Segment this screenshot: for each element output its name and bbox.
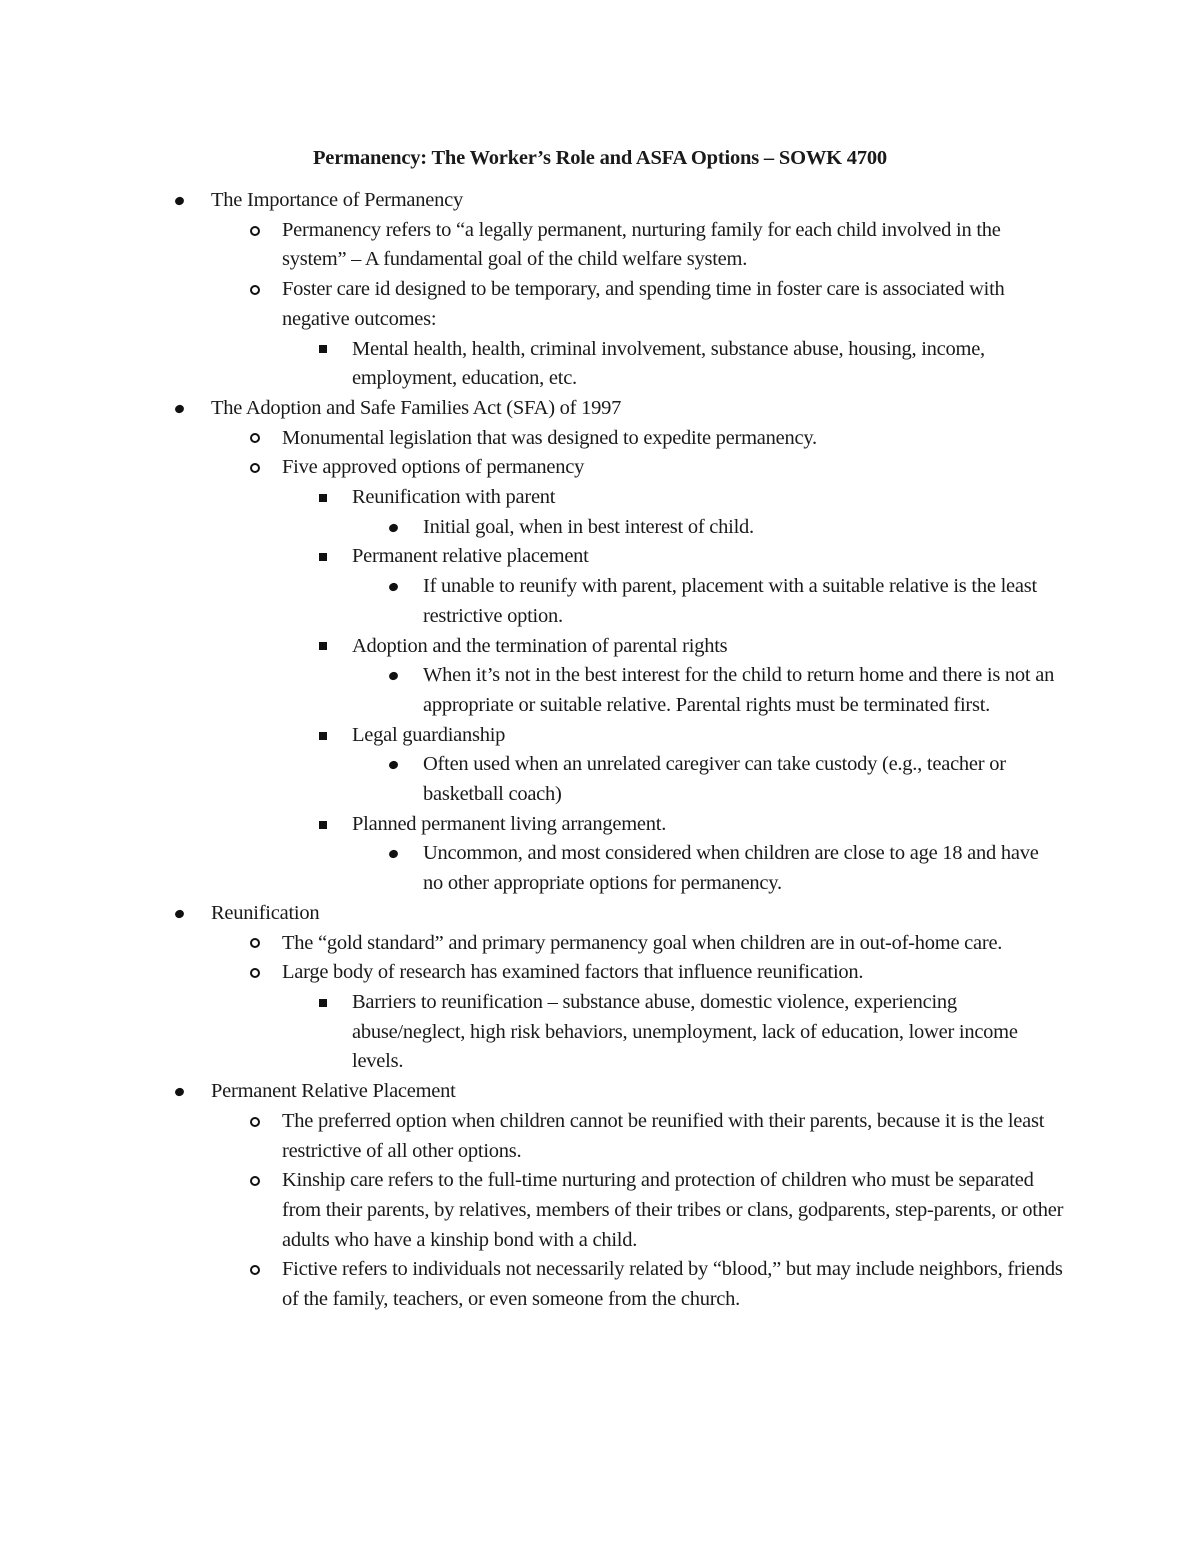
list-item xyxy=(0,572,1063,631)
list-item-text: Permanent Relative Placement xyxy=(211,1080,456,1103)
list-item-text: Mental health, health, criminal involvement, substance abuse, housing, income, employment, education, etc. xyxy=(352,337,985,390)
filled-circle-bullet-icon xyxy=(389,572,398,602)
list-item-text: The “gold standard” and primary permanency goal when children are in out-of-home care. xyxy=(282,931,1003,954)
list-item xyxy=(0,1107,1067,1166)
list-item-text: Large body of research has examined factors that influence reunification. xyxy=(282,961,864,984)
list-item xyxy=(0,542,1062,572)
filled-circle-bullet-icon xyxy=(175,899,184,929)
square-bullet-icon xyxy=(319,988,327,1018)
list-item xyxy=(0,453,1067,483)
list-item xyxy=(0,929,1067,959)
list-item xyxy=(0,1255,1067,1314)
list-item-text: Five approved options of permanency xyxy=(282,456,585,479)
list-item xyxy=(0,483,1062,513)
square-bullet-icon xyxy=(319,483,327,513)
list-item-text: Adoption and the termination of parental rights xyxy=(352,634,728,657)
list-item xyxy=(0,721,1062,751)
list-item xyxy=(0,513,1063,543)
square-bullet-icon xyxy=(319,721,327,751)
hollow-circle-bullet-icon xyxy=(250,1107,260,1137)
list-item xyxy=(0,899,1061,929)
list-item-text: The Adoption and Safe Families Act (SFA) of 1997 xyxy=(211,396,622,419)
filled-circle-bullet-icon xyxy=(389,661,398,691)
hollow-circle-bullet-icon xyxy=(250,275,260,305)
page-title: Permanency: The Worker’s Role and ASFA Options – SOWK 4700 xyxy=(312,147,887,169)
filled-circle-bullet-icon xyxy=(175,1077,184,1107)
list-item xyxy=(0,424,1067,454)
list-item-text: Legal guardianship xyxy=(352,723,506,746)
list-item-text: Foster care id designed to be temporary, and spending time in foster care is associated with negative outcomes: xyxy=(282,278,1005,330)
list-item xyxy=(0,661,1063,720)
list-item-text: If unable to reunify with parent, placement with a suitable relative is the least restrictive option. xyxy=(423,575,1037,627)
square-bullet-icon xyxy=(319,810,327,840)
filled-circle-bullet-icon xyxy=(175,186,184,216)
list-item-text: Kinship care refers to the full-time nurturing and protection of children who must be separated from their parents, by relatives, members of their tribes or clans, godparents, step-parents, or other adults who have a kinship bond with a child. xyxy=(282,1169,1064,1251)
square-bullet-icon xyxy=(319,335,327,365)
list-item-text: Initial goal, when in best interest of child. xyxy=(423,515,754,538)
hollow-circle-bullet-icon xyxy=(250,958,260,988)
square-bullet-icon xyxy=(319,632,327,662)
hollow-circle-bullet-icon xyxy=(250,929,260,959)
list-item xyxy=(0,988,1062,1077)
filled-circle-bullet-icon xyxy=(389,513,398,543)
filled-circle-bullet-icon xyxy=(175,394,184,424)
list-item-text: The Importance of Permanency xyxy=(211,189,463,211)
list-item xyxy=(0,275,1067,334)
list-item xyxy=(0,1077,1061,1107)
filled-circle-bullet-icon xyxy=(389,750,398,780)
list-item-text: Permanency refers to “a legally permanent, nurturing family for each child involved in the system” – A fundamental goal of the child welfare system. xyxy=(282,218,1001,271)
list-item xyxy=(0,394,1061,424)
list-item xyxy=(0,632,1062,662)
list-item-text: Planned permanent living arrangement. xyxy=(352,812,667,835)
list-item-text: Monumental legislation that was designed to expedite permanency. xyxy=(282,426,817,449)
hollow-circle-bullet-icon xyxy=(250,216,260,246)
list-item-text: Barriers to reunification – substance abuse, domestic violence, experiencing abuse/neglect, high risk behaviors, unemployment, lack of education, lower income levels. xyxy=(352,990,1018,1073)
list-item xyxy=(0,1166,1067,1255)
list-item xyxy=(0,750,1063,809)
list-item xyxy=(0,216,1067,275)
list-item xyxy=(0,186,1061,216)
hollow-circle-bullet-icon xyxy=(250,1255,260,1285)
list-item-text: Fictive refers to individuals not necessarily related by “blood,” but may include neighbors, friends of the family, teachers, or even someone from the church. xyxy=(282,1258,1063,1311)
list-item-text: Reunification with parent xyxy=(352,486,556,509)
outline-list xyxy=(0,186,1200,1315)
list-item-text: Reunification xyxy=(211,901,320,924)
list-item xyxy=(0,958,1067,988)
list-item xyxy=(0,839,1063,898)
square-bullet-icon xyxy=(319,542,327,572)
list-item-text: Often used when an unrelated caregiver can take custody (e.g., teacher or basketball coach) xyxy=(423,753,1006,806)
list-item-text: Uncommon, and most considered when children are close to age 18 and have no other appropriate options for permanency. xyxy=(423,842,1039,895)
list-item-text: The preferred option when children cannot be reunified with their parents, because it is the least restrictive of all other options. xyxy=(282,1109,1045,1162)
list-item xyxy=(0,335,1062,394)
hollow-circle-bullet-icon xyxy=(250,424,260,454)
list-item xyxy=(0,810,1062,840)
filled-circle-bullet-icon xyxy=(389,839,398,869)
hollow-circle-bullet-icon xyxy=(250,453,260,483)
hollow-circle-bullet-icon xyxy=(250,1166,260,1196)
list-item-text: When it’s not in the best interest for the child to return home and there is not an appropriate or suitable relative. Parental rights must be terminated first. xyxy=(423,664,1055,716)
list-item-text: Permanent relative placement xyxy=(352,545,589,568)
